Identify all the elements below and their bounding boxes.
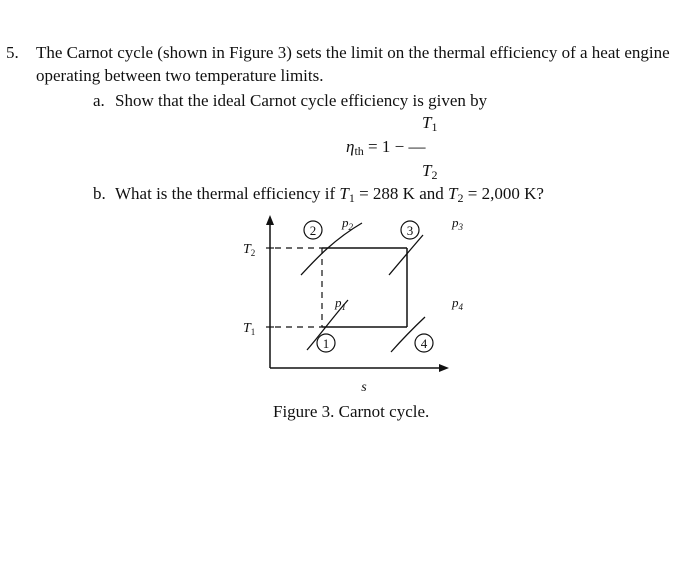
carnot-figure: [225, 205, 485, 405]
question-number: 5.: [6, 43, 19, 62]
p1-label: $p_1$: [335, 295, 346, 312]
equation-fraction-bar: —: [408, 137, 426, 156]
carnot-diagram: [225, 205, 485, 405]
part-b-text: What is the thermal efficiency if $T_1 = 288$ K and $T_2 = 2,000$ K?: [115, 184, 544, 205]
equation-numerator: $T_1$: [422, 113, 438, 134]
y-axis-arrow: [266, 215, 274, 225]
part-a-text: Show that the ideal Carnot cycle efficiency is given by: [115, 91, 488, 110]
p4-label: $p_4$: [452, 295, 463, 312]
isobar-p3: [389, 235, 423, 275]
equation-denominator: $T_2$: [422, 161, 438, 182]
equation-main: [346, 137, 425, 161]
figure-caption: Figure 3. Carnot cycle.: [273, 402, 430, 421]
p3-label: $p_3$: [452, 215, 463, 232]
state-1-label: 1: [322, 336, 330, 351]
state-2-label: 2: [309, 223, 317, 238]
state-3-label: 3: [406, 223, 414, 238]
part-a-label: a.: [93, 91, 105, 110]
equation-one-minus: = 1 −: [368, 137, 405, 156]
equation-eta-sub: th: [354, 144, 364, 158]
state-4-label: 4: [420, 336, 428, 351]
question-line-2: operating between two temperature limits.: [36, 66, 324, 85]
s-axis-label: s: [361, 380, 367, 395]
x-axis-arrow: [439, 364, 449, 372]
t2-label: $T_2$: [243, 242, 256, 258]
p2-label: $p_2$: [342, 215, 353, 232]
part-b-label: b.: [93, 184, 106, 203]
equation-eta: η: [346, 137, 355, 156]
question-line-1: The Carnot cycle (shown in Figure 3) sets the limit on the thermal efficiency of a heat engine: [36, 43, 670, 62]
t1-label: $T_1$: [243, 321, 256, 337]
